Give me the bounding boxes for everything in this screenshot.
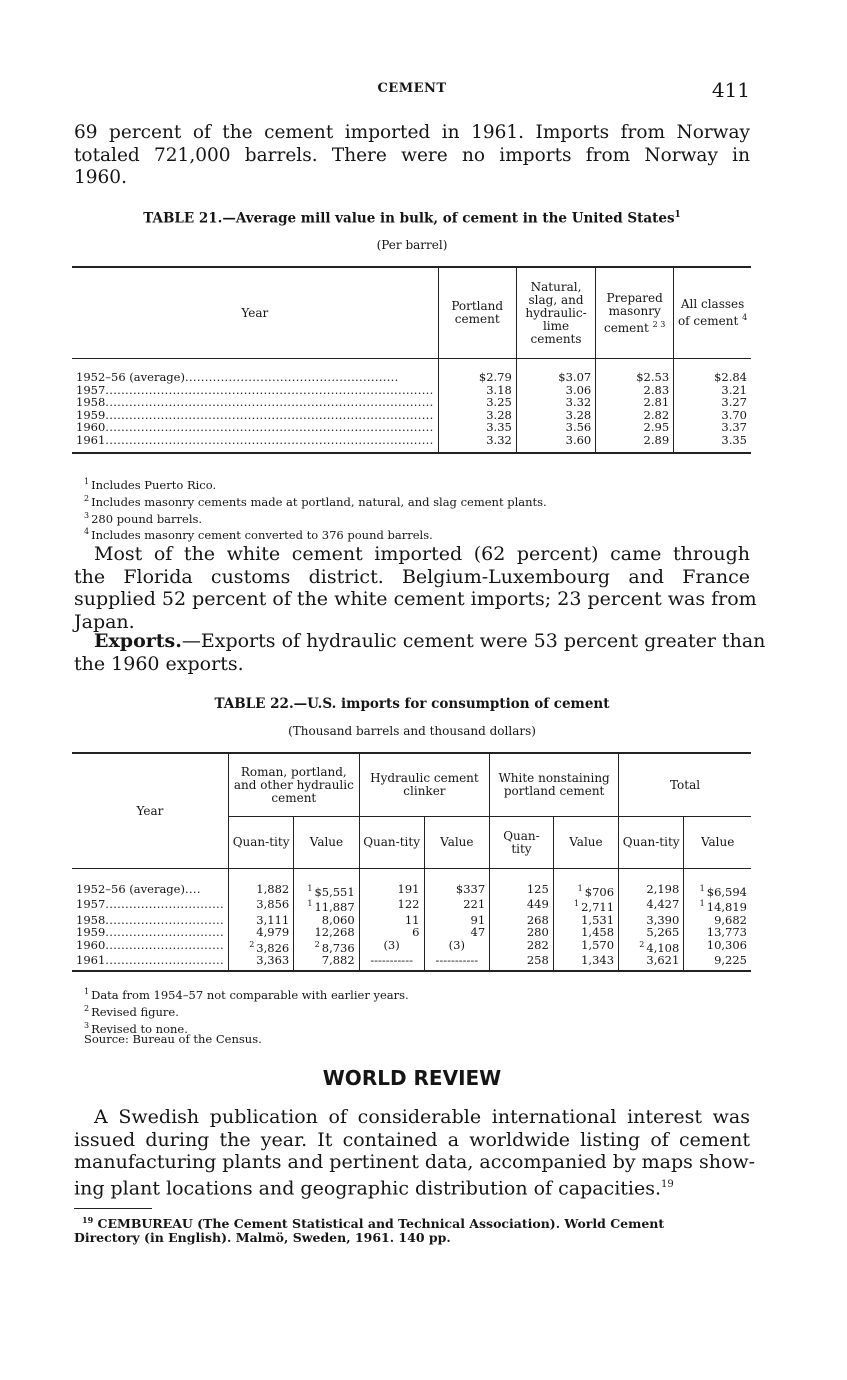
table-note [84,1002,409,1019]
cell-value: 191 [397,882,420,896]
row-label: 1959................................................................................... [76,408,434,421]
cell-prepared: 2.82 [596,409,674,422]
cell-value: $706 [584,884,615,899]
table22-subcaption: (Thousand barrels and thousand dollars) [288,724,536,738]
cell-value: 2,711 [581,900,615,915]
cell-c1q [228,898,293,913]
cell-value: 13,773 [706,925,747,940]
cell-natural: 3.56 [516,421,595,434]
cell-value: 3,621 [646,952,680,967]
cell-value: 4,979 [256,925,290,940]
row-label [72,954,228,967]
cell-value: 3,363 [256,952,290,967]
row-year: 1957 [76,898,106,912]
cell-c1v [294,926,359,939]
cell-c4q [619,926,684,939]
table-row [72,434,751,447]
table22 [72,752,751,972]
column-header-value: Value [553,817,618,869]
cell-c4v [684,939,751,954]
column-header-value: Value [424,817,490,869]
footnote-marker: 2 [84,1003,90,1013]
leader-dots: .............................. [105,953,224,967]
cell-value: 14,819 [706,900,747,915]
cell-value: 282 [526,937,549,952]
cell-value: 3,826 [256,940,290,955]
text-line: the 1960 exports. [74,652,244,675]
cell-c4v [684,954,751,967]
cell-c1v [294,883,359,898]
cell-value: $5,551 [314,884,355,899]
row-label: 1957................................................................................... [76,383,434,396]
row-year: 1957 [76,383,106,396]
row-year: 1958 [76,396,106,409]
column-group-total: Total [619,753,751,817]
table-note [84,525,547,542]
cell-value: 12,268 [314,925,355,940]
cell-c4q [619,939,684,954]
row-label: 1958................................................................................... [76,396,434,409]
note-text: 280 pound barrels. [91,511,203,526]
cell-prepared: 2.89 [596,434,674,447]
cell-c4q [619,883,684,898]
footnote-marker: 3 [84,510,90,520]
cell-value: 122 [397,897,420,912]
cell-value: 10,306 [706,937,747,952]
column-header-value: Value [684,817,751,869]
footnote-marker: 1 [574,899,580,909]
cell-value: 3,111 [256,912,290,927]
row-year: 1960 [76,938,106,952]
column-header-value: Value [294,817,359,869]
cell-value: 8,736 [321,940,355,955]
text-line: the Florida customs district. Belgium-Luxembourg and France [74,565,750,588]
column-group-clinker: Hydraulic cement clinker [359,753,489,817]
row-label [72,914,228,927]
page-number: 411 [711,78,750,102]
text-line: issued during the year. It contained a worldwide listing of cement [74,1128,750,1151]
cell-natural: 3.32 [516,396,595,409]
table-row [72,939,751,954]
footnote-marker: 2 [84,493,90,503]
cell-c4v [684,883,751,898]
cell-value: 4,108 [646,940,680,955]
row-label: 1961................................................................................... [76,433,434,446]
cell-all: 3.21 [674,384,751,397]
cell-value: 11 [404,912,420,927]
leader-dots: .... [184,883,201,896]
row-year: 1958 [76,913,106,927]
text-line: supplied 52 percent of the white cement imports; 23 percent was from [74,588,757,610]
cell-c1q [228,926,293,939]
table22-source: Source: Bureau of the Census. [84,1032,262,1046]
text-line: totaled 721,000 barrels. There were no imports from Norway in [74,144,750,166]
cell-c1v [294,939,359,954]
cell-value: 9,682 [714,912,747,927]
cell-c2v [424,883,490,898]
cell-c1v [294,898,359,913]
column-header-prepared [596,267,674,359]
note-text: Revised figure. [91,1004,179,1019]
cell-c1q [228,939,293,954]
cell-value: 91 [470,912,486,927]
column-header-all [674,267,751,359]
footnote-marker: 2 [249,939,255,949]
row-year: 1960 [76,421,106,434]
table-row [72,898,751,913]
text-line: manufacturing plants and pertinent data, accompanied by maps show- [74,1151,756,1173]
paragraph-exports [74,630,766,675]
footnote-marker: 1 [84,477,90,486]
row-label: 1952–56 (average)...................................................... [76,371,399,384]
row-label [72,898,228,913]
cell-c1q [228,954,293,967]
text-line: Directory (in English). Malmö, Sweden, 1961. 140 pp. [74,1230,451,1246]
cell-value: 5,265 [646,925,680,940]
text-run: CEMBUREAU (The Cement Statistical and Technical Association). World Cement [97,1216,665,1232]
table-row [72,371,751,384]
cell-natural: 3.60 [516,434,595,447]
text-line: 69 percent of the cement imported in 1961. Imports from Norway [74,122,750,143]
running-title: CEMENT [377,81,447,96]
text-run: —Exports of hydraulic cement were 53 percent greater than [181,630,766,652]
cell-c3v [553,883,618,898]
footnote-marker: 1 [307,884,313,893]
cell-value: 449 [526,897,549,912]
table22-caption: TABLE 22.—U.S. imports for consumption of cement [214,696,610,712]
cell-value: 9,225 [714,952,747,967]
cell-portland: $2.79 [438,371,516,384]
paragraph-world-review [74,1106,756,1199]
table21-subcaption: (Per barrel) [376,238,448,252]
cell-value: $337 [455,882,486,896]
footnote-marker: 3 [84,1020,90,1030]
cell-value: 280 [526,925,549,940]
cell-prepared: 2.81 [596,396,674,409]
table-row [72,926,751,939]
footnote-marker: 19 [82,1215,94,1225]
row-year: 1952–56 (average) [76,371,185,384]
cell-value: 11,887 [314,900,355,915]
cell-value: 258 [526,952,549,967]
row-label [72,926,228,939]
cell-value: 3,390 [646,912,680,927]
cell-c3q [490,954,554,967]
note-text: Includes masonry cement converted to 376 pound barrels. [91,528,433,543]
footnote-marker: 1 [674,210,681,220]
cell-portland: 3.32 [438,434,516,447]
cell-c2v [424,954,490,967]
cell-prepared: $2.53 [596,371,674,384]
text-run: ing plant locations and geographic distribution of capacities. [74,1176,662,1199]
cell-portland: 3.25 [438,396,516,409]
footnote-marker: 1 [577,884,583,893]
footnote-marker: 1 [699,884,705,893]
cell-value: ----------- [370,952,413,967]
footnote-rule [74,1208,152,1209]
column-header-prepared-text: Prepared masonry cement [603,290,663,335]
cell-c1q [228,883,293,898]
column-header-year: Year [72,753,228,869]
cell-value: 4,427 [646,897,680,912]
paragraph-white-cement [74,543,757,633]
table-row [72,396,751,409]
cell-c2q [359,883,424,898]
footnote-marker: 1 [699,899,705,909]
cell-value: 1,882 [256,882,290,896]
table-row [72,883,751,898]
column-header-quantity: Quan-tity [228,817,293,869]
cell-c2q [359,954,424,967]
cell-value: ----------- [435,952,479,967]
cell-portland: 3.18 [438,384,516,397]
table21-caption-text: TABLE 21.—Average mill value in bulk, of cement in the United States [143,210,675,227]
cell-c2v [424,898,490,913]
text-line [74,1174,750,1200]
cell-all: 3.27 [674,396,751,409]
table-note [84,985,409,1002]
table-note [84,509,547,526]
cell-portland: 3.28 [438,409,516,422]
note-text: Includes masonry cements made at portland, natural, and slag cement plants. [91,494,547,509]
leader-dots: .............................. [105,926,224,939]
footnote-marker: 19 [661,1178,674,1190]
cell-c1v [294,954,359,967]
cell-c4q [619,954,684,967]
cell-c3v [553,898,618,913]
cell-value: 47 [470,925,486,940]
cell-value: 1,531 [581,912,615,927]
cell-value: $6,594 [706,884,747,899]
cell-value: 6 [412,925,420,940]
leader-dots: .............................. [105,938,224,952]
cell-c2q [359,939,424,954]
footnote-marker: 2 [314,939,320,949]
text-line: Most of the white cement imported (62 percent) came through [94,543,750,565]
section-heading: WORLD REVIEW [322,1066,502,1090]
row-year: 1959 [76,408,106,421]
table-note [84,475,547,492]
cell-c3q [490,939,554,954]
footnote-19 [74,1213,750,1245]
cell-value: 1,458 [581,925,615,940]
text-line [74,1213,750,1231]
cell-value: 268 [526,912,549,927]
cell-prepared: 2.83 [596,384,674,397]
table22-notes [84,985,409,1035]
cell-all: $2.84 [674,371,751,384]
column-header-quantity: Quan-tity [490,817,554,869]
text-line: Japan. [74,610,135,633]
row-year: 1961 [76,953,106,967]
cell-value: 125 [526,882,549,896]
cell-value: 221 [463,897,486,912]
running-header [74,78,750,102]
cell-value: 3,856 [256,897,290,912]
column-group-roman-portland: Roman, portland, and other hydraulic cement [228,753,359,817]
column-header-quantity: Quan-tity [619,817,684,869]
note-text: Data from 1954–57 not comparable with earlier years. [91,987,409,1002]
cell-natural: 3.06 [516,384,595,397]
cell-c3q [490,898,554,913]
table-row [72,421,751,434]
footnote-marker: 4 [84,527,90,537]
row-label: 1960................................................................................... [76,421,434,434]
row-label [72,939,228,954]
row-label [72,883,228,898]
cell-all: 3.70 [674,409,751,422]
table-row [72,954,751,967]
cell-value: 7,882 [321,952,355,967]
footnote-marker: 2 [639,939,645,949]
text-line [74,630,766,653]
cell-value: 1,343 [581,952,615,967]
footnote-marker: 2 3 [652,319,666,329]
column-header-year: Year [72,267,438,359]
cell-natural: 3.28 [516,409,595,422]
cell-c4q [619,898,684,913]
cell-portland: 3.35 [438,421,516,434]
cell-all: 3.37 [674,421,751,434]
text-line: 1960. [74,167,127,188]
table21 [72,266,751,454]
note-text: Revised to none. [91,1021,188,1036]
cell-all: 3.35 [674,434,751,447]
row-year: 1952–56 (average) [76,883,185,896]
cell-c3q [490,883,554,898]
footnote-marker: 4 [742,313,748,322]
column-header-all-text: All classes of cement [677,297,745,328]
cell-c3v [553,954,618,967]
column-group-white-nonstaining: White nonstaining portland cement [490,753,619,817]
column-header-portland: Portland cement [438,267,516,359]
run-in-heading: Exports. [94,630,182,652]
cell-value: (3) [383,937,400,952]
footnote-marker: 1 [84,987,90,996]
note-text: Includes Puerto Rico. [91,477,217,492]
text-line: A Swedish publication of considerable international interest was [94,1106,750,1128]
row-year: 1959 [76,926,106,939]
leader-dots: .............................. [105,898,224,912]
table21-notes [84,475,547,542]
cell-value: (3) [448,937,465,952]
cell-value: 2,198 [646,882,680,896]
cell-c4v [684,898,751,913]
cell-c2q [359,898,424,913]
cell-prepared: 2.95 [596,421,674,434]
paragraph-norway-imports [74,122,750,190]
column-header-natural: Natural, slag, and hydraulic-lime cements [516,267,595,359]
cell-value: 1,570 [581,937,615,952]
footnote-marker: 1 [307,899,313,909]
cell-natural: $3.07 [516,371,595,384]
leader-dots: .............................. [105,913,224,927]
cell-c2v [424,939,490,954]
table-note [84,492,547,509]
cell-c3v [553,939,618,954]
column-header-quantity: Quan-tity [359,817,424,869]
row-year: 1961 [76,433,106,446]
table21-caption [74,210,750,227]
cell-value: 8,060 [321,912,355,927]
